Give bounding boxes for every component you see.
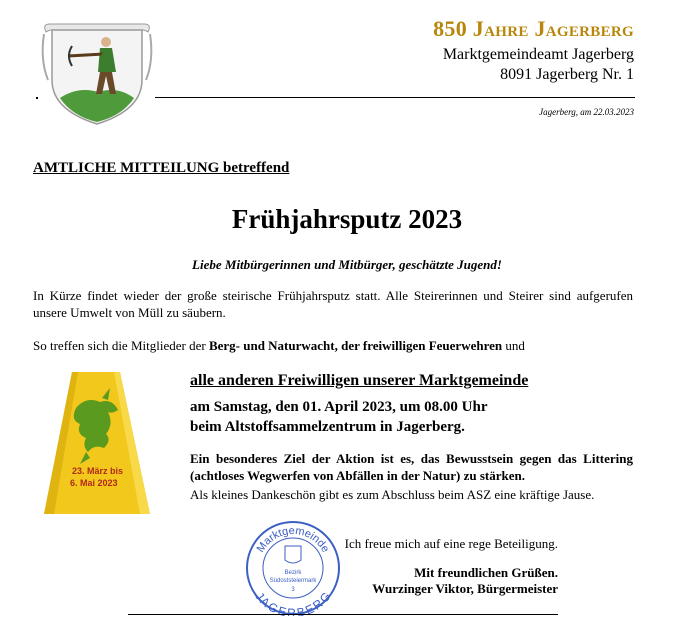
stamp-top-text: Marktgemeinde: [254, 524, 332, 555]
dot-mark: [36, 97, 38, 99]
stamp-line2: Südoststeiermark: [269, 578, 317, 584]
closing-greeting: Mit freundlichen Grüßen.: [414, 565, 558, 580]
participants-prefix: So treffen sich die Mitglieder der: [33, 338, 209, 353]
stamp-number: 3: [291, 587, 295, 593]
event-date-time: am Samstag, den 01. April 2023, um 08.00 Uhr: [190, 399, 488, 415]
page-title: Frühjahrsputz 2023: [231, 204, 463, 234]
header-office: Marktgemeindeamt Jagerberg: [442, 46, 634, 63]
coat-of-arms-logo: [38, 20, 156, 126]
svg-text:Marktgemeinde: [255, 525, 332, 555]
call-to-action: alle anderen Freiwilligen unserer Marktgemeinde: [190, 372, 529, 389]
stamp-line1: Bezirk: [284, 570, 302, 576]
goal-paragraph: Ein besonderes Ziel der Aktion ist es, das Bewusstsein gegen das Littering (achtloses Wegwerfen von Abfällen in der Natur) zu stärken.: [190, 451, 633, 483]
greeting: Liebe Mitbürgerinnen und Mitbürger, geschätzte Jugend!: [192, 257, 502, 272]
participants-paragraph: [33, 337, 633, 354]
date-line: Jagerberg, am 22.03.2023: [539, 107, 634, 117]
intro-paragraph: In Kürze findet wieder der große steirische Frühjahrsputz statt. Alle Steirerinnen und Steirer sind aufgerufen unsere Umwelt von Müll zu säubern.: [33, 288, 633, 320]
thanks-paragraph: Als kleines Dankeschön gibt es zum Abschluss beim ASZ eine kräftige Jause.: [190, 487, 595, 502]
poster-date-line2: 6. Mai 2023: [70, 478, 118, 488]
municipal-stamp: [245, 520, 341, 616]
participants-groups: Berg- und Naturwacht, der freiwilligen Feuerwehren: [208, 338, 503, 353]
footer-divider: [128, 614, 558, 615]
participants-suffix: und: [502, 338, 525, 353]
header-divider: [155, 97, 635, 98]
poster-date-line1: 23. März bis: [72, 466, 124, 476]
header-address: 8091 Jagerberg Nr. 1: [500, 66, 634, 83]
subject-line: AMTLICHE MITTEILUNG betreffend: [33, 160, 290, 176]
header-title: 850 Jahre Jagerberg: [433, 16, 634, 41]
cleanup-poster-image: [42, 368, 154, 516]
event-location: beim Altstoffsammelzentrum in Jagerberg.: [190, 419, 465, 435]
closing-line: Ich freue mich auf eine rege Beteiligung.: [344, 536, 558, 551]
signer-name: Wurzinger Viktor, Bürgermeister: [372, 581, 558, 596]
stamp-bottom-text: JAGERBERG: [252, 589, 334, 616]
